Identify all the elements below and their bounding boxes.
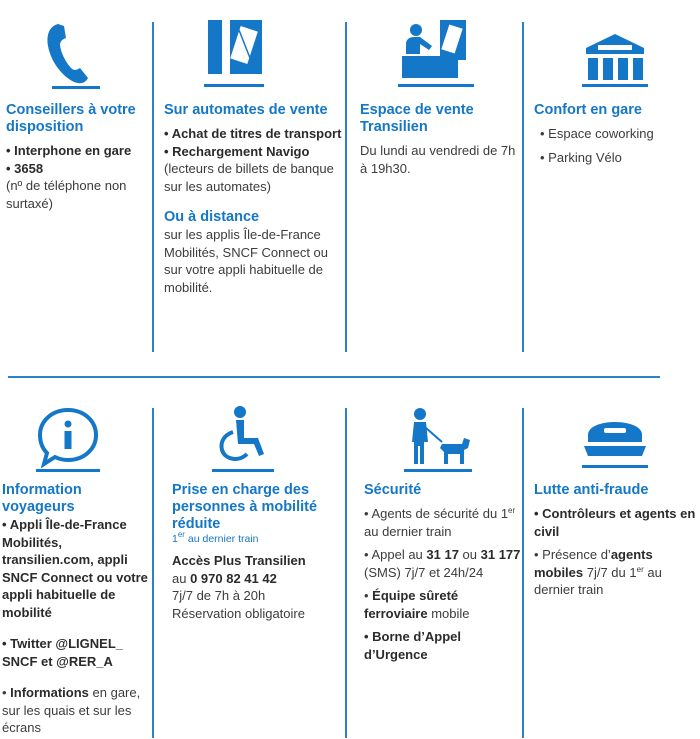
ordinal-suffix: er	[636, 564, 644, 574]
list-item: • Twitter @LIGNEL_ SNCF et @RER_A	[2, 635, 152, 670]
note: (nº de téléphone non surtaxé)	[6, 178, 127, 211]
card-title: Prise en charge des personnes à mobilité réduite	[172, 482, 318, 532]
item-text: Présence d’	[542, 547, 611, 562]
card-anti-fraud	[534, 482, 698, 599]
item-text: au dernier train	[534, 564, 662, 597]
item-bold: Informations	[10, 685, 89, 700]
phone-number: 0 970 82 41 42	[190, 570, 277, 586]
ordinal-number: 1	[172, 533, 178, 545]
list-item: • Interphone en gare	[6, 142, 150, 160]
list-item: • Appli Île-de-France Mobilités, transilien.com, appli SNCF Connect ou votre appli habituelle de mobilité	[2, 516, 152, 621]
ticket-machine-icon	[202, 18, 266, 90]
list-item	[364, 587, 524, 622]
note: (lecteurs de billets de banque sur les automates)	[164, 161, 334, 194]
item-text: (SMS) 7j/7 et 24h/24	[364, 564, 484, 580]
list-item	[364, 546, 524, 581]
card-title: Espace de vente Transilien	[360, 102, 474, 135]
card-title: Sécurité	[364, 482, 422, 498]
row-divider	[8, 376, 660, 378]
item-rest: en gare, sur les quais et sur les écrans	[2, 685, 141, 735]
ticket-counter-icon	[398, 18, 474, 90]
item-bold: agents mobiles	[534, 547, 653, 580]
item-text: mobile	[427, 605, 470, 621]
list-item: • Achat de titres de transport	[164, 125, 344, 143]
list-item: • Espace coworking	[534, 125, 694, 143]
security-dog-icon	[402, 404, 474, 474]
card-security	[364, 482, 524, 663]
service-hours: 7j/7 de 7h à 20h	[172, 588, 266, 603]
phone-line	[172, 570, 344, 588]
list-item	[534, 546, 698, 599]
card-title: Sur automates de vente	[164, 102, 328, 118]
item-text: Agents de sécurité du	[371, 506, 501, 521]
list-item: • Borne d’Appel d’Urgence	[364, 628, 524, 663]
card-traveler-info	[2, 482, 152, 737]
booking-note: Réservation obligatoire	[172, 605, 305, 621]
item-text: ou	[458, 547, 481, 562]
card-title: Lutte anti-fraude	[534, 482, 649, 498]
note-rest: au dernier train	[184, 533, 259, 545]
phone-prefix: au	[172, 570, 191, 586]
list-item	[2, 684, 152, 737]
column-divider-5	[345, 408, 347, 738]
card-title: Confort en gare	[534, 102, 642, 118]
item-bold: Équipe sûreté ferroviaire	[364, 588, 459, 621]
column-divider-2	[345, 22, 347, 352]
subtext: sur les applis Île-de-France Mobilités, SNCF Connect ou sur votre appli habituelle de mobilité.	[164, 227, 329, 295]
card-sales-desk	[360, 102, 520, 177]
card-title: Conseillers à votre disposition	[6, 102, 136, 135]
phone-icon	[40, 18, 100, 90]
list-item: • 3658	[6, 160, 150, 178]
opening-hours: Du lundi au vendredi de 7h à 19h30.	[360, 143, 516, 176]
service-hours-note	[172, 530, 344, 546]
card-advisors	[6, 102, 150, 212]
phone-number: 31 17	[426, 547, 459, 562]
card-vending-machines	[164, 102, 344, 296]
station-building-icon	[582, 32, 648, 90]
card-subtitle: Ou à distance	[164, 209, 260, 225]
ordinal-suffix: er	[177, 530, 185, 539]
sms-number: 31 177	[480, 547, 521, 562]
card-title: Information voyageurs	[2, 482, 82, 515]
column-divider-1	[152, 22, 154, 352]
list-item: • Rechargement Navigo	[164, 143, 344, 161]
wheelchair-icon	[212, 404, 274, 474]
item-text: 7j/7 du 1	[583, 564, 637, 580]
list-item: • Parking Vélo	[534, 149, 694, 167]
item-text: Appel au	[371, 547, 427, 562]
ordinal-number: 1	[500, 506, 509, 521]
info-bubble-icon	[32, 404, 104, 474]
service-name: Accès Plus Transilien	[172, 553, 306, 568]
list-item: • Contrôleurs et agents en civil	[534, 505, 698, 540]
column-divider-3	[522, 22, 524, 352]
list-item	[364, 505, 524, 540]
ticket-inspector-cap-icon	[580, 412, 650, 472]
item-text: au dernier train	[364, 523, 452, 539]
column-divider-4	[152, 408, 154, 738]
card-station-comfort	[534, 102, 694, 166]
ordinal-suffix: er	[508, 506, 516, 515]
card-reduced-mobility	[172, 482, 344, 622]
